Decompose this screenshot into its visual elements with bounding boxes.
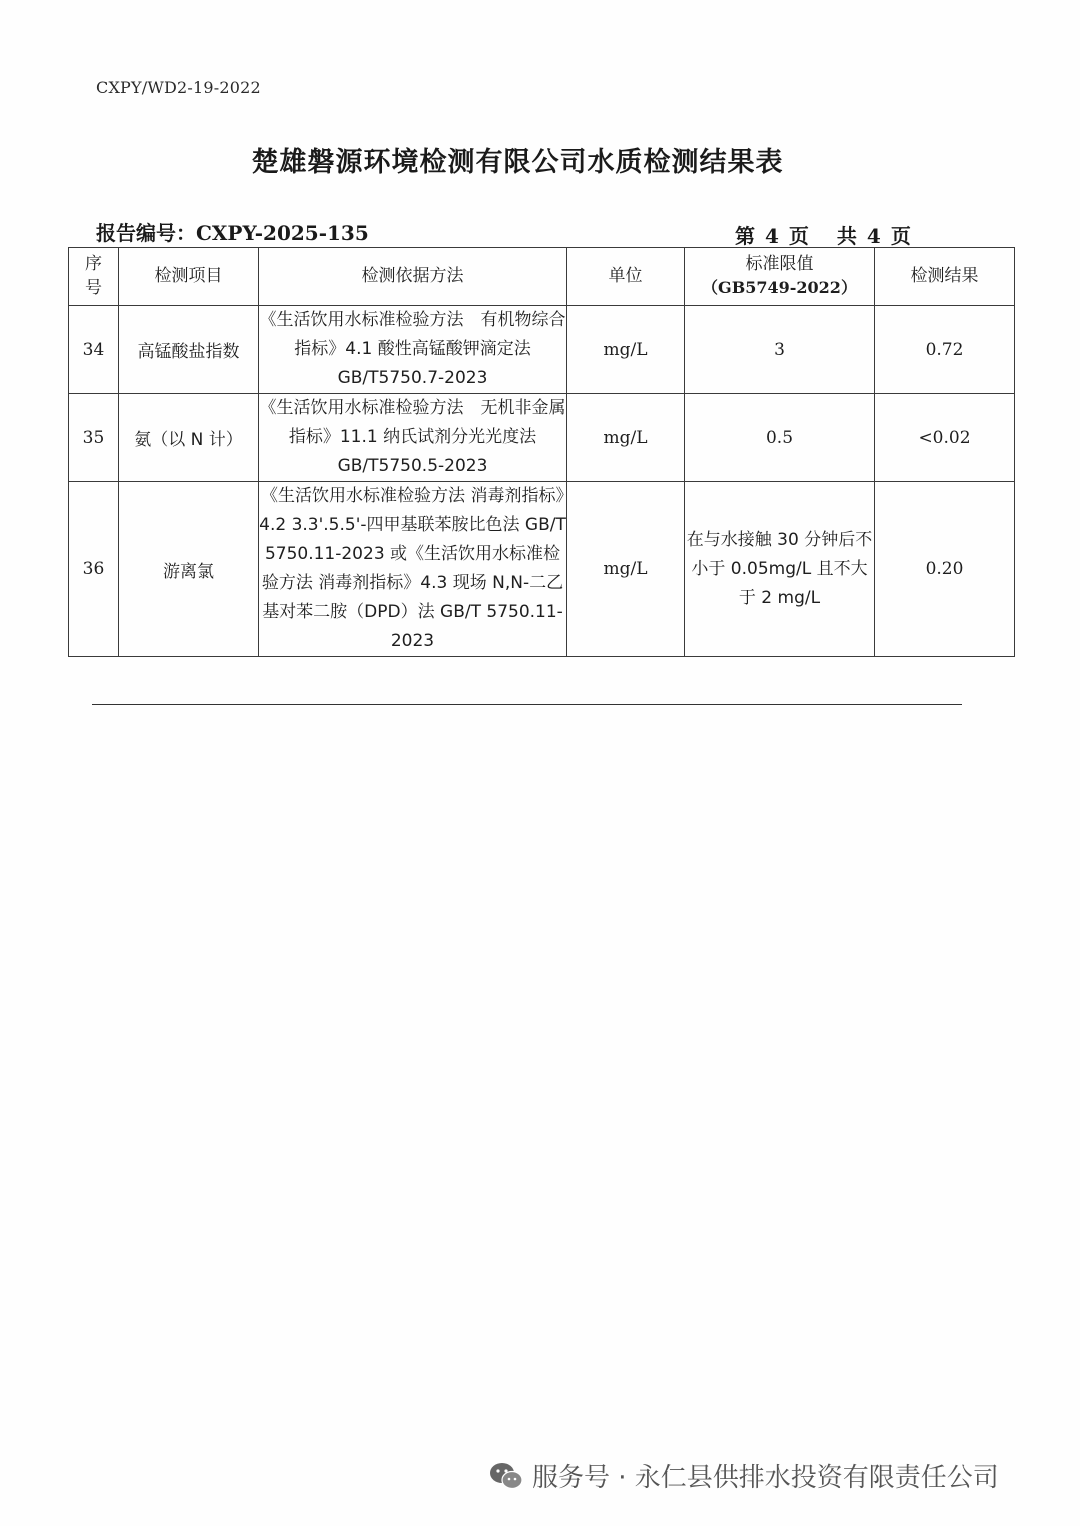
- page-label-a: 第: [735, 224, 755, 248]
- col-header-unit: 单位: [567, 248, 685, 306]
- table-row: [69, 482, 1015, 657]
- col-header-method: 检测依据方法: [259, 248, 567, 306]
- col-header-limit-line2: （GB5749-2022）: [702, 278, 857, 298]
- row-no: 35: [69, 394, 119, 482]
- page-indicator: [735, 220, 921, 249]
- row-item: 氨（以 N 计）: [119, 394, 259, 482]
- row-method: 《生活饮用水标准检验方法 有机物综合指标》4.1 酸性高锰酸钾滴定法 GB/T5750.7-2023: [259, 306, 567, 394]
- row-method: 《生活饮用水标准检验方法 无机非金属指标》11.1 纳氏试剂分光光度法 GB/T5750.5-2023: [259, 394, 567, 482]
- col-header-limit: [685, 248, 875, 306]
- row-limit: 0.5: [685, 394, 875, 482]
- row-unit: mg/L: [567, 394, 685, 482]
- page-total: 4: [866, 224, 881, 248]
- results-table: [68, 247, 1015, 657]
- page-label-d: 页: [890, 224, 911, 248]
- wechat-icon: [488, 1461, 524, 1491]
- report-number-value: CXPY-2025-135: [196, 221, 369, 245]
- page-current: 4: [765, 224, 779, 248]
- col-header-result: 检测结果: [875, 248, 1015, 306]
- col-header-no: 序号: [69, 248, 119, 306]
- page-label-c: 共: [836, 224, 857, 248]
- row-unit: mg/L: [567, 482, 685, 657]
- col-header-item: 检测项目: [119, 248, 259, 306]
- footer-text: 服务号 · 永仁县供排水投资有限责任公司: [532, 1463, 999, 1493]
- table-row: [69, 306, 1015, 394]
- row-no: 36: [69, 482, 119, 657]
- col-header-limit-line1: 标准限值: [745, 254, 814, 275]
- page-label-b: 页: [788, 224, 809, 248]
- row-limit: 在与水接触 30 分钟后不小于 0.05mg/L 且不大于 2 mg/L: [685, 482, 875, 657]
- row-limit: 3: [685, 306, 875, 394]
- end-divider: [92, 704, 962, 705]
- row-method: 《生活饮用水标准检验方法 消毒剂指标》4.2 3.3'.5.5'-四甲基联苯胺比色法 GB/T 5750.11-2023 或《生活饮用水标准检验方法 消毒剂指标》4.3 现场 N,N-二乙基对苯二胺（DPD）法 GB/T 5750.11-2023: [259, 482, 567, 657]
- report-number: [96, 217, 369, 246]
- page-title: 楚雄磐源环境检测有限公司水质检测结果表: [251, 147, 784, 178]
- report-number-label: 报告编号：: [96, 221, 196, 245]
- row-result: 0.20: [875, 482, 1015, 657]
- row-result: 0.72: [875, 306, 1015, 394]
- table-row: [69, 394, 1015, 482]
- footer-watermark: [488, 1457, 999, 1494]
- row-item: 游离氯: [119, 482, 259, 657]
- document-code: CXPY/WD2-19-2022: [96, 78, 261, 97]
- row-unit: mg/L: [567, 306, 685, 394]
- row-item: 高锰酸盐指数: [119, 306, 259, 394]
- row-no: 34: [69, 306, 119, 394]
- row-result: <0.02: [875, 394, 1015, 482]
- table-header-row: [69, 248, 1015, 306]
